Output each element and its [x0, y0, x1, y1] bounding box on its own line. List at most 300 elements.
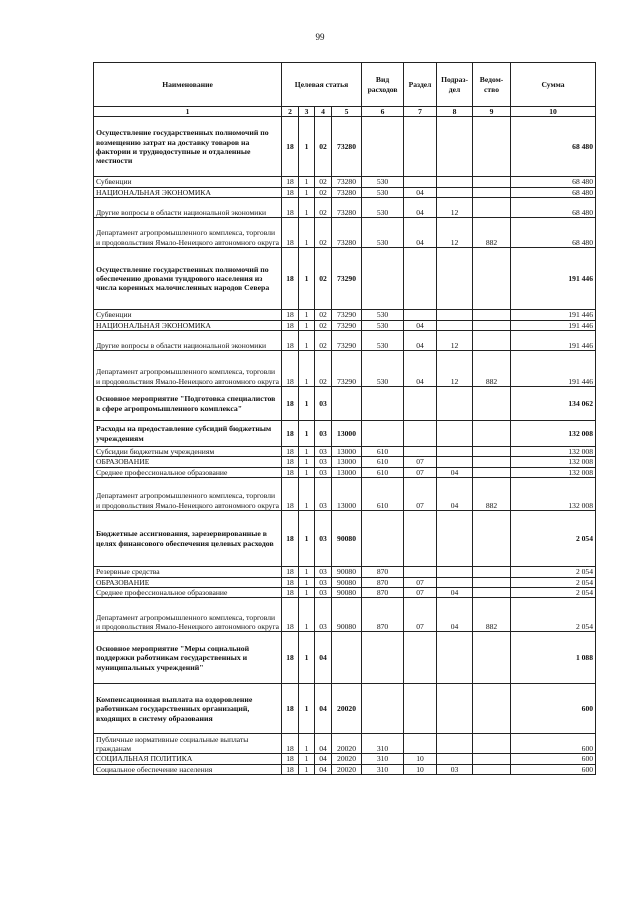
target-code-event: 04 — [315, 734, 332, 754]
target-code-program: 18 — [282, 632, 299, 684]
target-code-subprogram: 1 — [299, 457, 315, 467]
amount: 191 446 — [511, 351, 596, 387]
section: 07 — [404, 457, 437, 467]
amount: 2 054 — [511, 588, 596, 598]
amount: 600 — [511, 764, 596, 774]
target-code-program: 18 — [282, 187, 299, 197]
subsection — [437, 684, 473, 734]
target-code-direction: 20020 — [332, 734, 362, 754]
target-code-event: 02 — [315, 310, 332, 320]
department-code — [473, 467, 511, 477]
target-code-program: 18 — [282, 684, 299, 734]
subsection: 04 — [437, 588, 473, 598]
department-code — [473, 577, 511, 587]
target-code-direction: 90080 — [332, 598, 362, 632]
target-code-event: 02 — [315, 177, 332, 187]
expense-type — [362, 511, 404, 567]
table-row — [94, 754, 596, 764]
target-code-subprogram: 1 — [299, 567, 315, 577]
department-code: 882 — [473, 598, 511, 632]
table-row — [94, 632, 596, 684]
row-name: Среднее профессиональное образование — [94, 467, 282, 477]
department-code — [473, 764, 511, 774]
table-row — [94, 187, 596, 197]
target-code-subprogram: 1 — [299, 764, 315, 774]
expense-type — [362, 684, 404, 734]
row-name: Департамент агропромышленного комплекса, торговли и продовольствия Ямало-Ненецкого автономного округа — [94, 478, 282, 511]
amount: 68 480 — [511, 187, 596, 197]
target-code-subprogram: 1 — [299, 117, 315, 177]
amount: 132 008 — [511, 447, 596, 457]
section — [404, 421, 437, 447]
expense-type — [362, 117, 404, 177]
target-code-event: 02 — [315, 187, 332, 197]
subsection — [437, 177, 473, 187]
target-code-program: 18 — [282, 177, 299, 187]
target-code-program: 18 — [282, 218, 299, 248]
subsection: 03 — [437, 764, 473, 774]
table-row — [94, 577, 596, 587]
table-row — [94, 588, 596, 598]
row-name: Резервные средства — [94, 567, 282, 577]
row-name: Социальное обеспечение населения — [94, 764, 282, 774]
department-code — [473, 198, 511, 218]
expense-type: 610 — [362, 447, 404, 457]
target-code-event: 02 — [315, 248, 332, 310]
section — [404, 684, 437, 734]
row-name: Публичные нормативные социальные выплаты гражданам — [94, 734, 282, 754]
target-code-direction: 90080 — [332, 577, 362, 587]
section: 04 — [404, 331, 437, 351]
target-code-subprogram: 1 — [299, 467, 315, 477]
row-name: Департамент агропромышленного комплекса, торговли и продовольствия Ямало-Ненецкого автономного округа — [94, 598, 282, 632]
target-code-direction: 73280 — [332, 177, 362, 187]
target-code-subprogram: 1 — [299, 187, 315, 197]
header-subsection: Подраз-дел — [437, 63, 473, 107]
page-number: 99 — [315, 32, 325, 42]
target-code-event: 02 — [315, 320, 332, 330]
department-code — [473, 734, 511, 754]
expense-type: 610 — [362, 457, 404, 467]
amount: 191 446 — [511, 248, 596, 310]
table-row — [94, 598, 596, 632]
expense-type: 310 — [362, 764, 404, 774]
department-code: 882 — [473, 478, 511, 511]
amount: 68 480 — [511, 198, 596, 218]
section — [404, 734, 437, 754]
department-code — [473, 320, 511, 330]
row-name: Среднее профессиональное образование — [94, 588, 282, 598]
row-name: Другие вопросы в области национальной экономики — [94, 331, 282, 351]
amount: 600 — [511, 684, 596, 734]
department-code — [473, 310, 511, 320]
table-row — [94, 511, 596, 567]
subsection: 04 — [437, 598, 473, 632]
department-code — [473, 447, 511, 457]
subsection — [437, 734, 473, 754]
amount: 600 — [511, 754, 596, 764]
target-code-subprogram: 1 — [299, 218, 315, 248]
amount: 191 446 — [511, 331, 596, 351]
department-code — [473, 632, 511, 684]
target-code-direction: 13000 — [332, 447, 362, 457]
target-code-subprogram: 1 — [299, 754, 315, 764]
target-code-event: 03 — [315, 588, 332, 598]
row-name: НАЦИОНАЛЬНАЯ ЭКОНОМИКА — [94, 320, 282, 330]
target-code-event: 04 — [315, 632, 332, 684]
table-row — [94, 567, 596, 577]
target-code-program: 18 — [282, 467, 299, 477]
department-code — [473, 421, 511, 447]
target-code-program: 18 — [282, 310, 299, 320]
target-code-direction — [332, 632, 362, 684]
target-code-event: 02 — [315, 117, 332, 177]
section: 10 — [404, 764, 437, 774]
target-code-direction: 73290 — [332, 331, 362, 351]
column-index: 1 — [94, 107, 282, 117]
department-code — [473, 331, 511, 351]
table-row — [94, 684, 596, 734]
expense-type: 610 — [362, 467, 404, 477]
column-index: 9 — [473, 107, 511, 117]
expense-type: 310 — [362, 754, 404, 764]
expense-type — [362, 248, 404, 310]
table-row — [94, 447, 596, 457]
header-department: Ведом-ство — [473, 63, 511, 107]
target-code-event: 04 — [315, 684, 332, 734]
target-code-subprogram: 1 — [299, 421, 315, 447]
target-code-event: 04 — [315, 754, 332, 764]
subsection — [437, 310, 473, 320]
department-code — [473, 187, 511, 197]
table-row — [94, 351, 596, 387]
amount: 2 054 — [511, 567, 596, 577]
column-index: 3 — [299, 107, 315, 117]
amount: 132 008 — [511, 421, 596, 447]
header-row — [94, 63, 596, 107]
row-name: ОБРАЗОВАНИЕ — [94, 457, 282, 467]
target-code-subprogram: 1 — [299, 734, 315, 754]
target-code-program: 18 — [282, 331, 299, 351]
target-code-subprogram: 1 — [299, 598, 315, 632]
expense-type: 530 — [362, 218, 404, 248]
target-code-direction: 13000 — [332, 467, 362, 477]
row-name: Осуществление государственных полномочий по обеспечению дровами тундрового населения из числа коренных малочисленных народов Севера — [94, 248, 282, 310]
expense-type: 530 — [362, 320, 404, 330]
subsection — [437, 387, 473, 421]
target-code-direction: 73290 — [332, 310, 362, 320]
target-code-direction — [332, 387, 362, 421]
amount: 68 480 — [511, 177, 596, 187]
header-target-article: Целевая статья — [282, 63, 362, 107]
subsection — [437, 511, 473, 567]
section — [404, 248, 437, 310]
expense-type — [362, 421, 404, 447]
expense-type — [362, 387, 404, 421]
target-code-event: 03 — [315, 511, 332, 567]
target-code-direction: 73290 — [332, 248, 362, 310]
subsection — [437, 248, 473, 310]
target-code-direction: 13000 — [332, 421, 362, 447]
department-code — [473, 177, 511, 187]
section: 07 — [404, 467, 437, 477]
column-index: 10 — [511, 107, 596, 117]
expense-type: 310 — [362, 734, 404, 754]
amount: 2 054 — [511, 511, 596, 567]
target-code-subprogram: 1 — [299, 478, 315, 511]
amount: 68 480 — [511, 218, 596, 248]
header-name: Наименование — [94, 63, 282, 107]
department-code — [473, 248, 511, 310]
target-code-program: 18 — [282, 764, 299, 774]
header-section: Раздел — [404, 63, 437, 107]
target-code-event: 03 — [315, 447, 332, 457]
table-row — [94, 177, 596, 187]
table-row — [94, 331, 596, 351]
target-code-subprogram: 1 — [299, 632, 315, 684]
table-row — [94, 387, 596, 421]
target-code-event: 03 — [315, 421, 332, 447]
target-code-program: 18 — [282, 577, 299, 587]
amount: 132 008 — [511, 478, 596, 511]
target-code-subprogram: 1 — [299, 320, 315, 330]
section — [404, 117, 437, 177]
row-name: Расходы на предоставление субсидий бюджетным учреждениям — [94, 421, 282, 447]
amount: 191 446 — [511, 310, 596, 320]
row-name: Бюджетные ассигнования, зарезервированные в целях финансового обеспечения целевых расходов — [94, 511, 282, 567]
target-code-event: 03 — [315, 387, 332, 421]
target-code-event: 02 — [315, 198, 332, 218]
target-code-program: 18 — [282, 511, 299, 567]
subsection — [437, 187, 473, 197]
target-code-event: 02 — [315, 218, 332, 248]
department-code — [473, 511, 511, 567]
table-row — [94, 218, 596, 248]
expense-type: 610 — [362, 478, 404, 511]
target-code-program: 18 — [282, 478, 299, 511]
section: 04 — [404, 351, 437, 387]
subsection: 12 — [437, 331, 473, 351]
budget-table — [93, 62, 596, 775]
table-row — [94, 320, 596, 330]
header-expense-type: Вид расходов — [362, 63, 404, 107]
subsection — [437, 447, 473, 457]
target-code-event: 03 — [315, 577, 332, 587]
table-body — [94, 117, 596, 775]
target-code-subprogram: 1 — [299, 351, 315, 387]
amount: 191 446 — [511, 320, 596, 330]
table-row — [94, 248, 596, 310]
target-code-subprogram: 1 — [299, 447, 315, 457]
row-name: Компенсационная выплата на оздоровление работникам государственных организаций, входящих в систему образования — [94, 684, 282, 734]
expense-type: 870 — [362, 567, 404, 577]
row-name: Субвенции — [94, 177, 282, 187]
target-code-subprogram: 1 — [299, 588, 315, 598]
target-code-subprogram: 1 — [299, 331, 315, 351]
target-code-direction: 73290 — [332, 320, 362, 330]
table-row — [94, 764, 596, 774]
department-code: 882 — [473, 351, 511, 387]
section — [404, 632, 437, 684]
subsection — [437, 421, 473, 447]
target-code-event: 03 — [315, 467, 332, 477]
row-name: Основное мероприятие "Меры социальной поддержки работникам государственных и муниципальных учреждений" — [94, 632, 282, 684]
target-code-direction: 73280 — [332, 187, 362, 197]
expense-type: 530 — [362, 187, 404, 197]
target-code-program: 18 — [282, 457, 299, 467]
target-code-event: 02 — [315, 331, 332, 351]
target-code-program: 18 — [282, 734, 299, 754]
department-code — [473, 754, 511, 764]
department-code — [473, 457, 511, 467]
target-code-program: 18 — [282, 754, 299, 764]
row-name: Субсидии бюджетным учреждениям — [94, 447, 282, 457]
section: 07 — [404, 577, 437, 587]
expense-type: 870 — [362, 577, 404, 587]
section — [404, 310, 437, 320]
section — [404, 447, 437, 457]
table-row — [94, 310, 596, 320]
target-code-subprogram: 1 — [299, 684, 315, 734]
column-index: 6 — [362, 107, 404, 117]
subsection: 04 — [437, 467, 473, 477]
section — [404, 177, 437, 187]
amount: 68 480 — [511, 117, 596, 177]
subsection: 04 — [437, 478, 473, 511]
department-code — [473, 588, 511, 598]
section: 04 — [404, 198, 437, 218]
amount: 2 054 — [511, 598, 596, 632]
department-code — [473, 684, 511, 734]
row-name: НАЦИОНАЛЬНАЯ ЭКОНОМИКА — [94, 187, 282, 197]
target-code-subprogram: 1 — [299, 198, 315, 218]
target-code-program: 18 — [282, 567, 299, 577]
target-code-subprogram: 1 — [299, 511, 315, 567]
target-code-event: 03 — [315, 478, 332, 511]
subsection — [437, 567, 473, 577]
table-row — [94, 457, 596, 467]
target-code-direction: 20020 — [332, 754, 362, 764]
target-code-program: 18 — [282, 198, 299, 218]
amount: 134 062 — [511, 387, 596, 421]
target-code-subprogram: 1 — [299, 387, 315, 421]
subsection: 12 — [437, 351, 473, 387]
target-code-subprogram: 1 — [299, 577, 315, 587]
target-code-direction: 73280 — [332, 198, 362, 218]
target-code-program: 18 — [282, 117, 299, 177]
subsection — [437, 577, 473, 587]
row-name: ОБРАЗОВАНИЕ — [94, 577, 282, 587]
expense-type: 870 — [362, 598, 404, 632]
section: 07 — [404, 588, 437, 598]
table-row — [94, 734, 596, 754]
section — [404, 511, 437, 567]
target-code-program: 18 — [282, 248, 299, 310]
target-code-event: 04 — [315, 764, 332, 774]
amount: 132 008 — [511, 467, 596, 477]
expense-type: 530 — [362, 310, 404, 320]
subsection: 12 — [437, 198, 473, 218]
target-code-event: 03 — [315, 457, 332, 467]
table-row — [94, 117, 596, 177]
department-code — [473, 117, 511, 177]
target-code-program: 18 — [282, 598, 299, 632]
expense-type: 530 — [362, 177, 404, 187]
target-code-direction: 20020 — [332, 684, 362, 734]
target-code-program: 18 — [282, 588, 299, 598]
target-code-direction: 73280 — [332, 218, 362, 248]
subsection: 12 — [437, 218, 473, 248]
subsection — [437, 117, 473, 177]
column-index: 4 — [315, 107, 332, 117]
target-code-program: 18 — [282, 387, 299, 421]
row-name: СОЦИАЛЬНАЯ ПОЛИТИКА — [94, 754, 282, 764]
target-code-subprogram: 1 — [299, 310, 315, 320]
row-name: Департамент агропромышленного комплекса, торговли и продовольствия Ямало-Ненецкого автономного округа — [94, 351, 282, 387]
row-name: Субвенции — [94, 310, 282, 320]
target-code-program: 18 — [282, 421, 299, 447]
expense-type: 530 — [362, 351, 404, 387]
amount: 600 — [511, 734, 596, 754]
target-code-program: 18 — [282, 351, 299, 387]
expense-type: 870 — [362, 588, 404, 598]
subsection — [437, 320, 473, 330]
target-code-event: 02 — [315, 351, 332, 387]
target-code-subprogram: 1 — [299, 248, 315, 310]
table-row — [94, 467, 596, 477]
section: 04 — [404, 187, 437, 197]
subsection — [437, 754, 473, 764]
amount: 1 088 — [511, 632, 596, 684]
table-row — [94, 478, 596, 511]
amount: 2 054 — [511, 577, 596, 587]
expense-type: 530 — [362, 198, 404, 218]
expense-type — [362, 632, 404, 684]
target-code-direction: 90080 — [332, 511, 362, 567]
expense-type: 530 — [362, 331, 404, 351]
subsection — [437, 457, 473, 467]
section: 04 — [404, 320, 437, 330]
section: 07 — [404, 598, 437, 632]
target-code-direction: 90080 — [332, 588, 362, 598]
column-index: 2 — [282, 107, 299, 117]
subsection — [437, 632, 473, 684]
header-sum: Сумма — [511, 63, 596, 107]
section — [404, 567, 437, 577]
column-index: 8 — [437, 107, 473, 117]
column-index: 7 — [404, 107, 437, 117]
section: 07 — [404, 478, 437, 511]
section: 04 — [404, 218, 437, 248]
department-code — [473, 567, 511, 577]
target-code-event: 03 — [315, 567, 332, 577]
target-code-direction: 73280 — [332, 117, 362, 177]
row-name: Другие вопросы в области национальной экономики — [94, 198, 282, 218]
section — [404, 387, 437, 421]
section: 10 — [404, 754, 437, 764]
target-code-direction: 20020 — [332, 764, 362, 774]
target-code-event: 03 — [315, 598, 332, 632]
target-code-subprogram: 1 — [299, 177, 315, 187]
amount: 132 008 — [511, 457, 596, 467]
column-index: 5 — [332, 107, 362, 117]
department-code: 882 — [473, 218, 511, 248]
target-code-program: 18 — [282, 447, 299, 457]
target-code-direction: 13000 — [332, 457, 362, 467]
table-row — [94, 421, 596, 447]
department-code — [473, 387, 511, 421]
target-code-program: 18 — [282, 320, 299, 330]
